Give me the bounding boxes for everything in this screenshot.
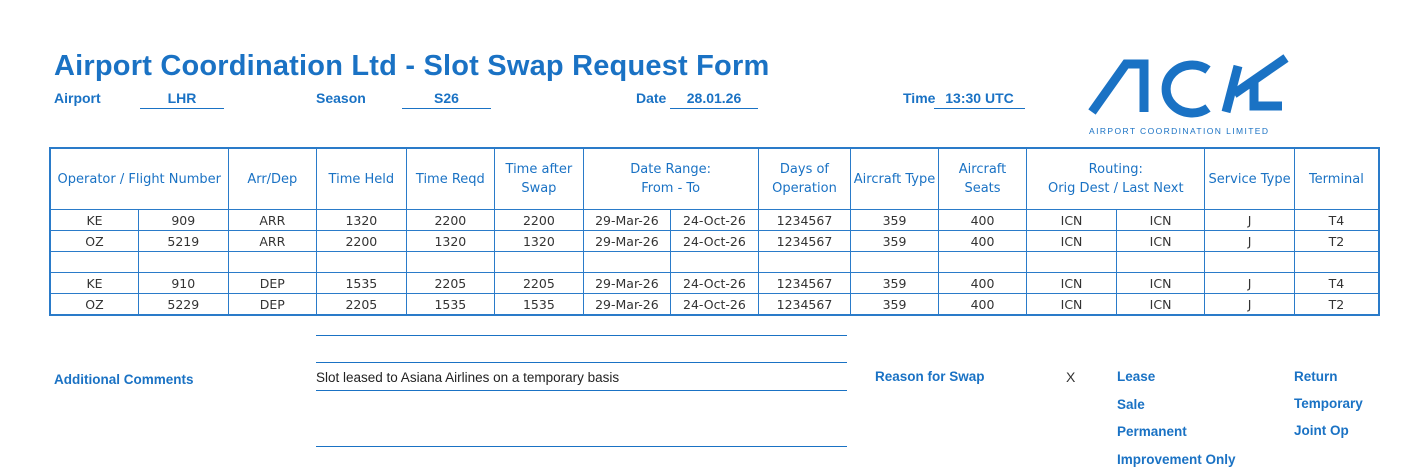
cell-service-type[interactable]: J — [1205, 210, 1295, 231]
table-row — [50, 252, 1379, 273]
cell-time-after-swap[interactable]: 1320 — [495, 231, 584, 252]
cell-flight-number[interactable]: 909 — [139, 210, 229, 231]
cell-arr-dep[interactable]: DEP — [228, 294, 317, 316]
header-time-reqd: Time Reqd — [406, 148, 495, 210]
cell-days-of-operation[interactable]: 1234567 — [758, 294, 851, 316]
cell-days-of-operation[interactable]: 1234567 — [758, 231, 851, 252]
cell-days-of-operation[interactable]: 1234567 — [758, 210, 851, 231]
cell-routing-last-next[interactable]: ICN — [1116, 210, 1205, 231]
cell-service-type[interactable]: J — [1205, 294, 1295, 316]
cell-flight-number[interactable] — [139, 252, 229, 273]
header-operator-flight: Operator / Flight Number — [50, 148, 228, 210]
reason-option-joint-op[interactable]: Joint Op — [1294, 423, 1349, 438]
slot-swap-table — [49, 147, 1380, 316]
cell-operator[interactable] — [50, 252, 139, 273]
cell-date-from[interactable]: 29-Mar-26 — [583, 294, 671, 316]
cell-date-to[interactable]: 24-Oct-26 — [671, 294, 759, 316]
cell-date-from[interactable] — [583, 252, 671, 273]
cell-aircraft-seats[interactable] — [938, 252, 1027, 273]
cell-operator[interactable]: KE — [50, 210, 139, 231]
cell-routing-last-next[interactable]: ICN — [1116, 294, 1205, 316]
header-time-held: Time Held — [317, 148, 407, 210]
table-row — [50, 231, 1379, 252]
cell-date-to[interactable]: 24-Oct-26 — [671, 273, 759, 294]
cell-days-of-operation[interactable] — [758, 252, 851, 273]
cell-routing-orig-dest[interactable]: ICN — [1027, 294, 1117, 316]
cell-aircraft-seats[interactable]: 400 — [938, 210, 1027, 231]
cell-date-from[interactable]: 29-Mar-26 — [583, 231, 671, 252]
reason-option-return[interactable]: Return — [1294, 369, 1338, 384]
time-label: Time — [903, 90, 936, 106]
cell-arr-dep[interactable]: ARR — [228, 231, 317, 252]
reason-option-sale[interactable]: Sale — [1117, 397, 1145, 412]
season-value: S26 — [402, 90, 491, 109]
table-row — [50, 294, 1379, 316]
header-routing: Routing: Orig Dest / Last Next — [1027, 148, 1205, 210]
cell-date-from[interactable]: 29-Mar-26 — [583, 210, 671, 231]
cell-date-to[interactable] — [671, 252, 759, 273]
header-date-range: Date Range: From - To — [583, 148, 758, 210]
cell-flight-number[interactable]: 910 — [139, 273, 229, 294]
airport-label: Airport — [54, 90, 101, 106]
cell-flight-number[interactable]: 5219 — [139, 231, 229, 252]
comment-line — [316, 390, 847, 391]
reason-option-improvement-only[interactable]: Improvement Only — [1117, 452, 1236, 467]
cell-time-held[interactable]: 2200 — [317, 231, 407, 252]
header-time-after-swap: Time after Swap — [495, 148, 584, 210]
date-label: Date — [636, 90, 667, 106]
cell-aircraft-type[interactable]: 359 — [851, 273, 939, 294]
comment-line — [316, 362, 847, 363]
header-service-type: Service Type — [1205, 148, 1295, 210]
reason-option-temporary[interactable]: Temporary — [1294, 396, 1363, 411]
table-row — [50, 273, 1379, 294]
header-aircraft-type: Aircraft Type — [851, 148, 939, 210]
cell-time-reqd[interactable]: 1320 — [406, 231, 495, 252]
cell-aircraft-seats[interactable]: 400 — [938, 273, 1027, 294]
cell-arr-dep[interactable]: DEP — [228, 273, 317, 294]
cell-terminal[interactable]: T4 — [1294, 210, 1379, 231]
cell-aircraft-type[interactable] — [851, 252, 939, 273]
cell-routing-orig-dest[interactable]: ICN — [1027, 210, 1117, 231]
date-value: 28.01.26 — [670, 90, 758, 109]
cell-aircraft-type[interactable]: 359 — [851, 210, 939, 231]
reason-selected-mark[interactable]: X — [1066, 369, 1076, 385]
cell-routing-orig-dest[interactable]: ICN — [1027, 231, 1117, 252]
cell-routing-last-next[interactable]: ICN — [1116, 231, 1205, 252]
cell-time-held[interactable]: 2205 — [317, 294, 407, 316]
cell-date-to[interactable]: 24-Oct-26 — [671, 231, 759, 252]
comment-line — [316, 335, 847, 336]
header-terminal: Terminal — [1294, 148, 1379, 210]
airport-value: LHR — [140, 90, 224, 109]
cell-operator[interactable]: OZ — [50, 294, 139, 316]
season-label: Season — [316, 90, 366, 106]
cell-aircraft-seats[interactable]: 400 — [938, 231, 1027, 252]
cell-service-type[interactable]: J — [1205, 231, 1295, 252]
cell-routing-last-next[interactable]: ICN — [1116, 273, 1205, 294]
cell-time-reqd[interactable]: 2200 — [406, 210, 495, 231]
reason-option-lease[interactable]: Lease — [1117, 369, 1156, 384]
cell-time-reqd[interactable]: 1535 — [406, 294, 495, 316]
time-value: 13:30 UTC — [934, 90, 1025, 109]
cell-terminal[interactable]: T4 — [1294, 273, 1379, 294]
cell-terminal[interactable]: T2 — [1294, 294, 1379, 316]
comment-line — [316, 446, 847, 447]
form-title: Airport Coordination Ltd - Slot Swap Request Form — [54, 50, 770, 82]
cell-date-from[interactable]: 29-Mar-26 — [583, 273, 671, 294]
header-days-of-operation: Days of Operation — [758, 148, 851, 210]
table-row — [50, 210, 1379, 231]
cell-aircraft-type[interactable]: 359 — [851, 294, 939, 316]
cell-terminal[interactable] — [1294, 252, 1379, 273]
cell-arr-dep[interactable] — [228, 252, 317, 273]
cell-arr-dep[interactable]: ARR — [228, 210, 317, 231]
cell-days-of-operation[interactable]: 1234567 — [758, 273, 851, 294]
cell-operator[interactable]: KE — [50, 273, 139, 294]
table-header-row — [50, 148, 1379, 210]
cell-service-type[interactable]: J — [1205, 273, 1295, 294]
cell-routing-last-next[interactable] — [1116, 252, 1205, 273]
cell-terminal[interactable]: T2 — [1294, 231, 1379, 252]
cell-operator[interactable]: OZ — [50, 231, 139, 252]
cell-time-after-swap[interactable] — [495, 252, 584, 273]
cell-time-after-swap[interactable]: 2205 — [495, 273, 584, 294]
logo-caption: AIRPORT COORDINATION LIMITED — [1089, 126, 1270, 136]
cell-routing-orig-dest[interactable]: ICN — [1027, 273, 1117, 294]
cell-aircraft-seats[interactable]: 400 — [938, 294, 1027, 316]
cell-time-held[interactable]: 1535 — [317, 273, 407, 294]
cell-time-reqd[interactable] — [406, 252, 495, 273]
cell-routing-orig-dest[interactable] — [1027, 252, 1117, 273]
cell-time-after-swap[interactable]: 1535 — [495, 294, 584, 316]
header-arr-dep: Arr/Dep — [228, 148, 317, 210]
cell-flight-number[interactable]: 5229 — [139, 294, 229, 316]
cell-aircraft-type[interactable]: 359 — [851, 231, 939, 252]
cell-service-type[interactable] — [1205, 252, 1295, 273]
cell-date-to[interactable]: 24-Oct-26 — [671, 210, 759, 231]
reason-for-swap-label: Reason for Swap — [875, 369, 985, 384]
cell-time-held[interactable]: 1320 — [317, 210, 407, 231]
reason-option-permanent[interactable]: Permanent — [1117, 424, 1187, 439]
cell-time-reqd[interactable]: 2205 — [406, 273, 495, 294]
cell-time-after-swap[interactable]: 2200 — [495, 210, 584, 231]
additional-comments-text[interactable]: Slot leased to Asiana Airlines on a temporary basis — [316, 370, 620, 385]
header-aircraft-seats: Aircraft Seats — [938, 148, 1027, 210]
cell-time-held[interactable] — [317, 252, 407, 273]
additional-comments-label: Additional Comments — [54, 372, 194, 387]
